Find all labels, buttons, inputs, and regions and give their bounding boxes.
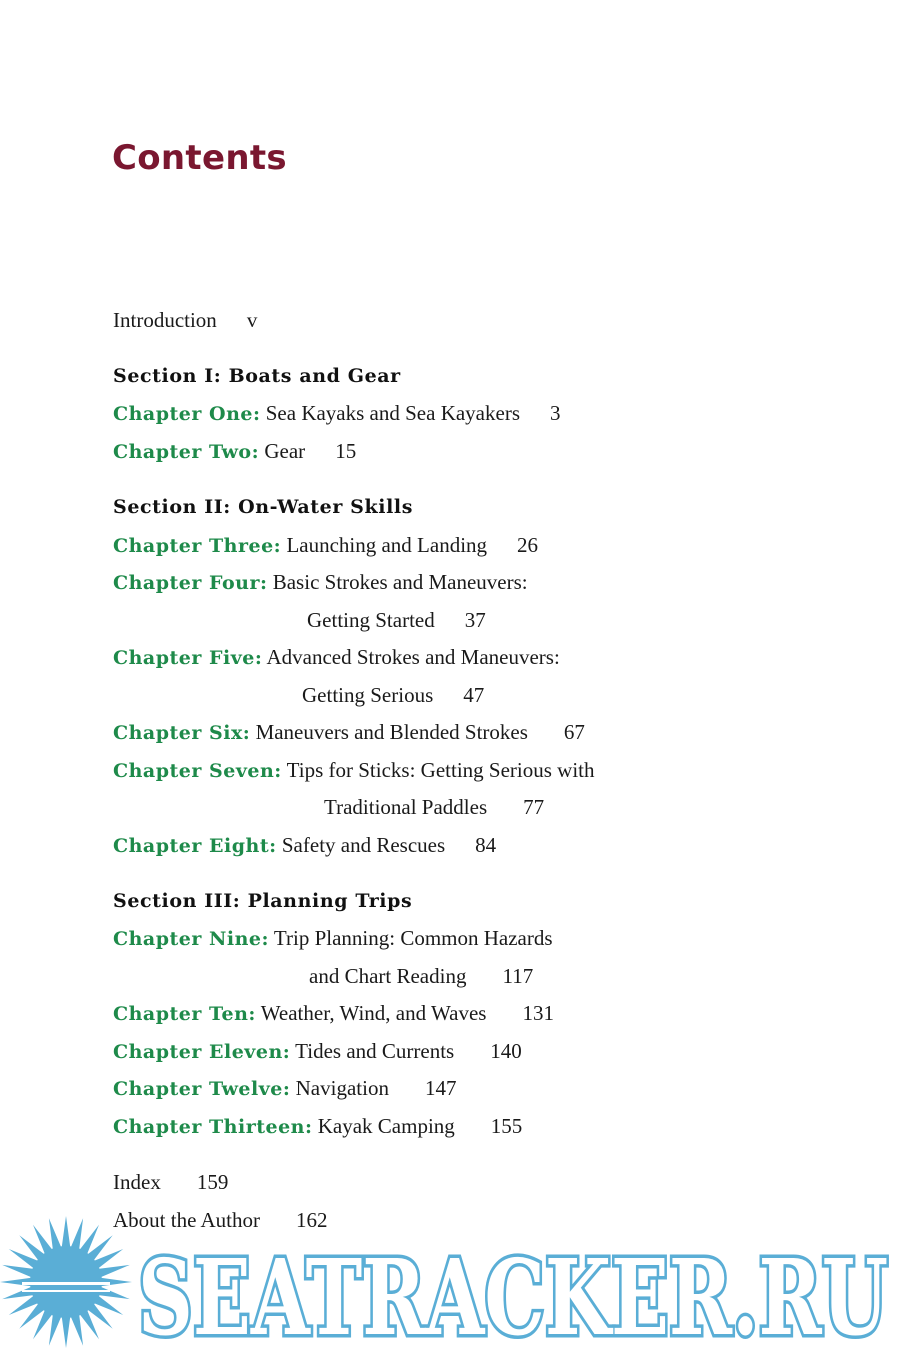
- chapter-title: Tides and Currents: [295, 1039, 455, 1063]
- chapter-page: 84: [475, 833, 497, 857]
- chapter-label: Chapter Thirteen:: [113, 1116, 313, 1138]
- back-matter-label: About the Author: [113, 1208, 260, 1232]
- toc-chapter-continuation[interactable]: [309, 963, 533, 989]
- chapter-title: Advanced Strokes and Maneuvers:: [266, 645, 560, 669]
- watermark: [0, 1216, 900, 1350]
- chapter-title-cont: and Chart Reading: [309, 964, 467, 988]
- chapter-title: Safety and Rescues: [281, 833, 446, 857]
- chapter-title-cont: Getting Serious: [302, 683, 434, 707]
- chapter-label: Chapter Two:: [113, 441, 260, 463]
- chapter-page: 117: [502, 964, 534, 988]
- toc-chapter-continuation[interactable]: [302, 682, 484, 708]
- chapter-title: Gear: [264, 439, 306, 463]
- toc-chapter[interactable]: [113, 832, 496, 859]
- chapter-label: Chapter Three:: [113, 535, 282, 557]
- chapter-label: Chapter Eleven:: [113, 1041, 291, 1063]
- toc-chapter[interactable]: [113, 757, 595, 784]
- toc-back-matter[interactable]: [113, 1169, 228, 1195]
- back-matter-page: 159: [196, 1170, 229, 1194]
- chapter-title: Sea Kayaks and Sea Kayakers: [265, 401, 520, 425]
- chapter-title-cont: Getting Started: [307, 608, 435, 632]
- chapter-title: Maneuvers and Blended Strokes: [255, 720, 528, 744]
- chapter-label: Chapter Nine:: [113, 928, 270, 950]
- chapter-label: Chapter One:: [113, 403, 261, 425]
- chapter-page: 26: [517, 533, 539, 557]
- chapter-title: Trip Planning: Common Hazards: [273, 926, 553, 950]
- toc-chapter[interactable]: [113, 438, 356, 465]
- chapter-title: Weather, Wind, and Waves: [260, 1001, 487, 1025]
- toc-chapter[interactable]: [113, 532, 538, 559]
- chapter-label: Chapter Twelve:: [113, 1078, 291, 1100]
- toc-chapter[interactable]: [113, 644, 560, 671]
- toc-chapter-continuation[interactable]: [307, 607, 486, 633]
- chapter-title: Kayak Camping: [317, 1114, 455, 1138]
- toc-chapter[interactable]: [113, 1000, 554, 1027]
- chapter-title-cont: Traditional Paddles: [324, 795, 488, 819]
- chapter-label: Chapter Eight:: [113, 835, 277, 857]
- back-matter-label: Index: [113, 1170, 161, 1194]
- toc-chapter[interactable]: [113, 1038, 522, 1065]
- sun-burst-icon: [0, 1216, 132, 1348]
- page-title: Contents: [112, 138, 287, 178]
- chapter-page: 147: [424, 1076, 457, 1100]
- toc-chapter[interactable]: [113, 719, 585, 746]
- chapter-title: Launching and Landing: [286, 533, 488, 557]
- toc-chapter[interactable]: [113, 400, 561, 427]
- chapter-label: Chapter Five:: [113, 647, 263, 669]
- section-heading: Section II: On-Water Skills: [113, 496, 414, 518]
- chapter-page: 155: [490, 1114, 523, 1138]
- chapter-page: 131: [522, 1001, 554, 1025]
- chapter-label: Chapter Ten:: [113, 1003, 256, 1025]
- watermark-text: SEATRACKER.RU: [138, 1236, 888, 1350]
- toc-chapter[interactable]: [113, 925, 553, 952]
- chapter-page: 3: [550, 401, 561, 425]
- intro-page: v: [246, 308, 258, 332]
- chapter-label: Chapter Four:: [113, 572, 268, 594]
- toc-intro[interactable]: [113, 307, 257, 333]
- toc-chapter[interactable]: [113, 1113, 522, 1140]
- chapter-page: 77: [523, 795, 545, 819]
- section-heading: Section III: Planning Trips: [113, 890, 413, 912]
- back-matter-page: 162: [296, 1208, 328, 1232]
- chapter-title: Basic Strokes and Maneuvers:: [272, 570, 528, 594]
- chapter-page: 140: [490, 1039, 522, 1063]
- chapter-label: Chapter Seven:: [113, 760, 282, 782]
- chapter-title: Navigation: [295, 1076, 389, 1100]
- chapter-page: 47: [463, 683, 485, 707]
- chapter-page: 15: [335, 439, 357, 463]
- chapter-title: Tips for Sticks: Getting Serious with: [286, 758, 595, 782]
- toc-chapter[interactable]: [113, 1075, 456, 1102]
- toc-chapter[interactable]: [113, 569, 528, 596]
- chapter-label: Chapter Six:: [113, 722, 251, 744]
- chapter-page: 37: [464, 608, 486, 632]
- section-heading: Section I: Boats and Gear: [113, 365, 401, 387]
- chapter-page: 67: [563, 720, 585, 744]
- toc-chapter-continuation[interactable]: [324, 794, 544, 820]
- intro-label: Introduction: [113, 308, 217, 332]
